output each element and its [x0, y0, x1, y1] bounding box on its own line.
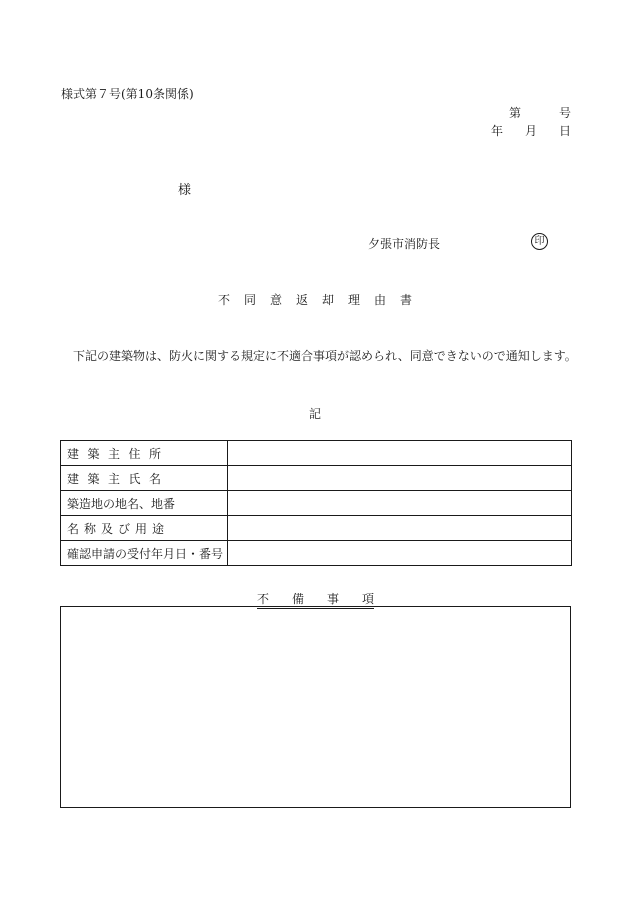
row-value[interactable]: [228, 541, 572, 566]
notice-text: 下記の建築物は、防火に関する規定に不適合事項が認められ、同意できないので通知します。: [73, 349, 577, 363]
date-year: 年: [490, 124, 503, 138]
defects-heading-char: 事: [326, 592, 339, 606]
table-row: [61, 516, 572, 541]
form-number: 様式第７号(第10条関係): [61, 87, 194, 101]
table-row: [61, 466, 572, 491]
defects-heading-char: 備: [291, 592, 304, 606]
table-row: [61, 541, 572, 566]
doc-number-suffix: 号: [558, 106, 571, 120]
building-info-table: [60, 440, 572, 566]
row-value[interactable]: [228, 516, 572, 541]
date-day: 日: [558, 124, 571, 138]
row-value[interactable]: [228, 441, 572, 466]
row-label: 確認申請の受付年月日・番号: [61, 541, 228, 566]
defects-heading-char: 不: [257, 592, 270, 606]
issuer-name: 夕張市消防長: [368, 237, 441, 251]
row-value[interactable]: [228, 491, 572, 516]
row-label: 建築主氏名: [61, 466, 228, 491]
document-number: [509, 104, 571, 121]
defects-box[interactable]: [60, 606, 571, 808]
row-label: 建築主住所: [61, 441, 228, 466]
row-value[interactable]: [228, 466, 572, 491]
doc-number-prefix: 第: [508, 106, 521, 120]
date-month: 月: [524, 124, 537, 138]
addressee-honorific: 様: [178, 183, 192, 198]
document-date: [491, 122, 571, 139]
document-title-text: 不同意返却理由書: [217, 293, 426, 307]
row-label: 築造地の地名、地番: [61, 491, 228, 516]
ki-heading: 記: [308, 407, 321, 421]
row-label: 名称及び用途: [61, 516, 228, 541]
document-title: [0, 291, 630, 308]
table-row: [61, 441, 572, 466]
defects-heading-char: 項: [361, 592, 374, 606]
seal-mark: 印: [531, 233, 548, 250]
table-row: [61, 491, 572, 516]
